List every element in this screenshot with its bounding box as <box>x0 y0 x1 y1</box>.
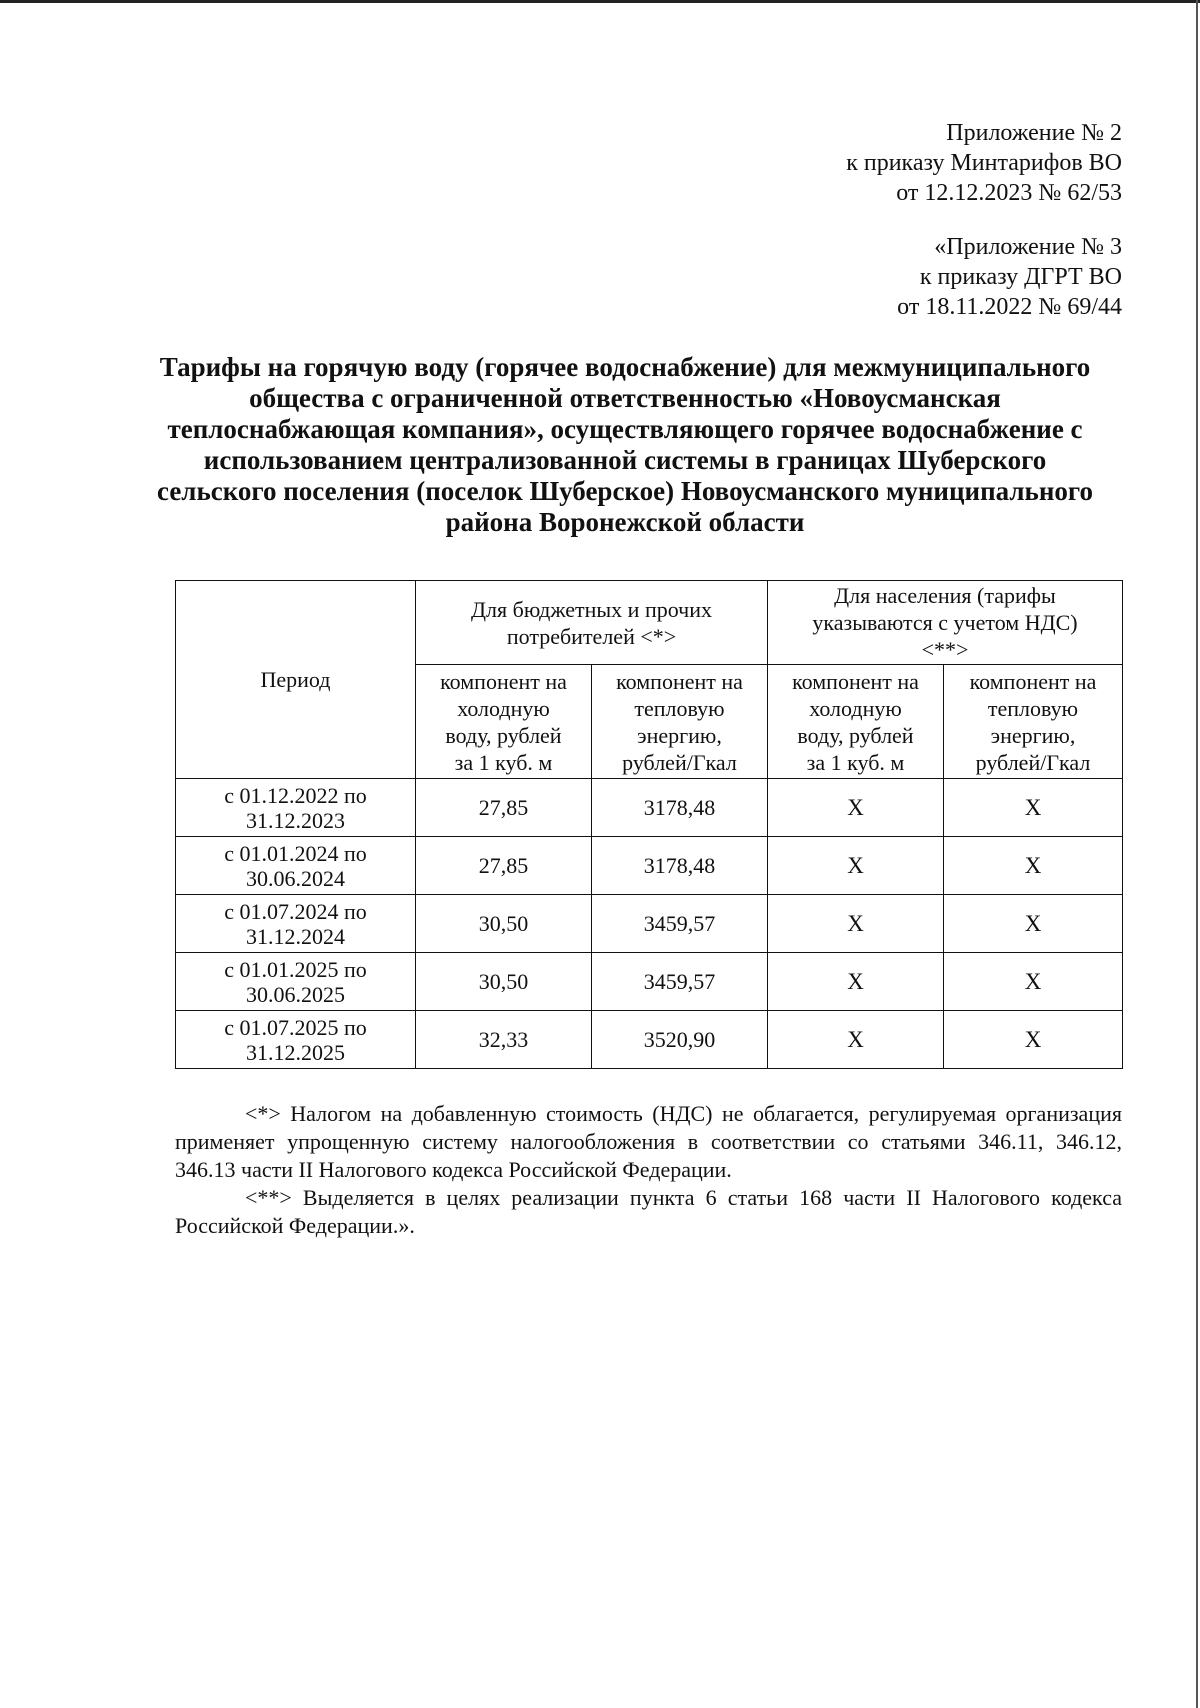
subheader-heat-energy-population: компонент на тепловую энергию, рублей/Гкал <box>944 665 1123 779</box>
attachment-previous-line: к приказу ДГРТ ВО <box>919 264 1122 290</box>
value-cell: 32,33 <box>416 1011 592 1069</box>
value-cell: 3459,57 <box>592 953 768 1011</box>
value-cell: 30,50 <box>416 895 592 953</box>
value-cell: X <box>768 837 944 895</box>
footnote-population: <**> Выделяется в целях реализации пункта 6 статьи 168 части II Налогового кодекса Российской Федерации.». <box>175 1185 1122 1238</box>
value-cell: 3178,48 <box>592 837 768 895</box>
header-period: Период <box>176 581 416 779</box>
table-row <box>176 837 1123 895</box>
value-cell: X <box>768 953 944 1011</box>
table-row <box>176 1011 1123 1069</box>
attachment-previous-block <box>897 232 1122 322</box>
attachment-previous-line: от 18.11.2022 № 69/44 <box>897 294 1122 320</box>
table-row <box>176 779 1123 837</box>
value-cell: X <box>768 1011 944 1069</box>
value-cell: X <box>944 1011 1123 1069</box>
subheader-cold-water-population: компонент на холодную воду, рублей за 1 куб. м <box>768 665 944 779</box>
document-title: Тарифы на горячую воду (горячее водоснабжение) для межмуниципального общества с ограниченной ответственностью «Новоусманская теплоснабжающая компания», осуществляющего горячее водоснабжение с использованием централизованной системы в границах Шуберского сельского поселения (поселок Шуберское) Новоусманского муниципального района Воронежской области <box>157 352 1093 537</box>
footnote-budget: <*> Налогом на добавленную стоимость (НДС) не облагается, регулируемая организация применяет упрощенную систему налогообложения в соответствии со статьями 346.11, 346.12, 346.13 части II Налогового кодекса Российской Федерации. <box>175 1101 1122 1182</box>
attachment-current-block <box>846 118 1122 208</box>
value-cell: X <box>944 837 1123 895</box>
value-cell: 3459,57 <box>592 895 768 953</box>
value-cell: X <box>944 779 1123 837</box>
subheader-cold-water-budget: компонент на холодную воду, рублей за 1 куб. м <box>416 665 592 779</box>
attachment-current-line: от 12.12.2023 № 62/53 <box>896 180 1122 206</box>
table-row <box>176 895 1123 953</box>
period-cell: с 01.07.2024 по 31.12.2024 <box>176 895 416 953</box>
scan-right-edge <box>1196 0 1198 1708</box>
tariffs-table <box>175 580 1123 1069</box>
period-cell: с 01.12.2022 по 31.12.2023 <box>176 779 416 837</box>
value-cell: X <box>944 895 1123 953</box>
scan-top-edge <box>0 0 1200 3</box>
value-cell: 3178,48 <box>592 779 768 837</box>
attachment-current-line: Приложение № 2 <box>946 120 1122 146</box>
value-cell: X <box>944 953 1123 1011</box>
value-cell: 30,50 <box>416 953 592 1011</box>
period-cell: с 01.07.2025 по 31.12.2025 <box>176 1011 416 1069</box>
attachment-previous-line: «Приложение № 3 <box>934 234 1122 260</box>
value-cell: X <box>768 779 944 837</box>
subheader-heat-energy-budget: компонент на тепловую энергию, рублей/Гкал <box>592 665 768 779</box>
value-cell: X <box>768 895 944 953</box>
value-cell: 27,85 <box>416 779 592 837</box>
value-cell: 27,85 <box>416 837 592 895</box>
header-group-population: Для населения (тарифы указываются с учетом НДС) <**> <box>768 581 1123 665</box>
value-cell: 3520,90 <box>592 1011 768 1069</box>
header-group-budget: Для бюджетных и прочих потребителей <*> <box>416 581 768 665</box>
footnotes <box>175 1100 1122 1240</box>
table-row <box>176 953 1123 1011</box>
attachment-current-line: к приказу Минтарифов ВО <box>846 150 1122 176</box>
period-cell: с 01.01.2025 по 30.06.2025 <box>176 953 416 1011</box>
period-cell: с 01.01.2024 по 30.06.2024 <box>176 837 416 895</box>
